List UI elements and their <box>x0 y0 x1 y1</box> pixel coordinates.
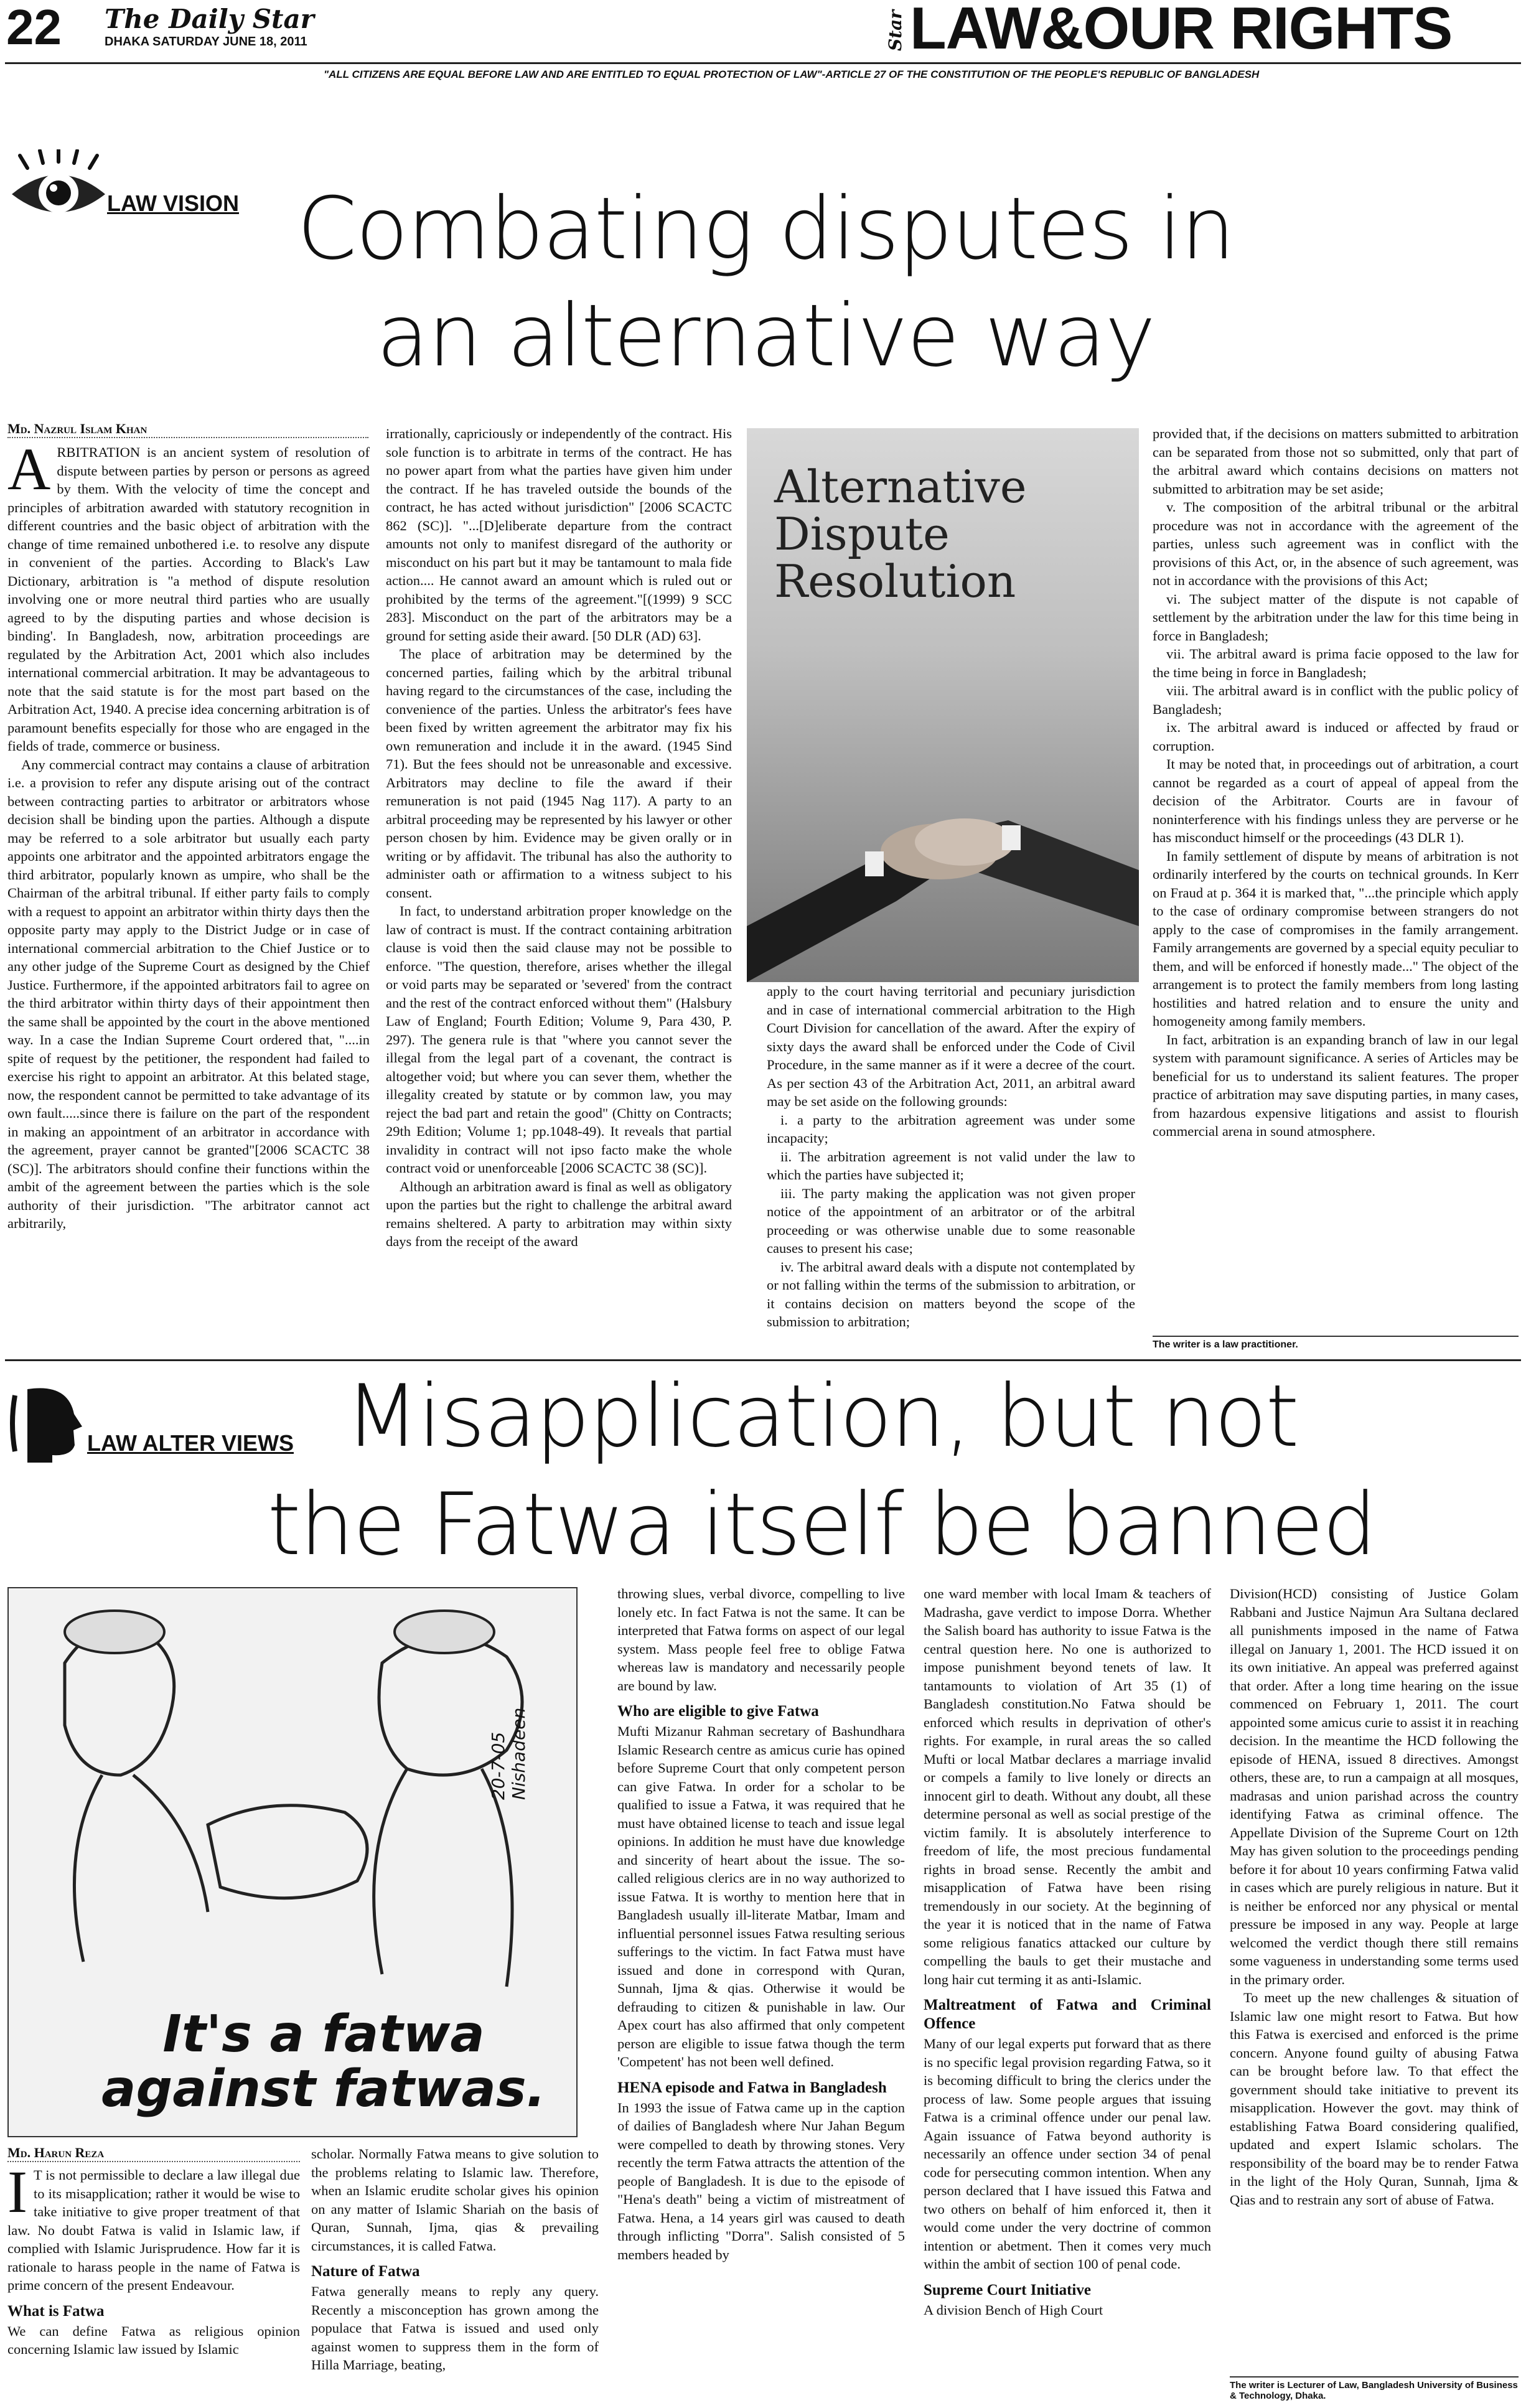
article2-column-4 <box>924 1585 1211 2406</box>
subhead: Maltreatment of Fatwa and Criminal Offence <box>924 1997 1211 2032</box>
article1-column-1 <box>7 443 370 1364</box>
paragraph: It may be noted that, in proceedings out of arbitration, a court cannot be regarded as a court of appeal of appeal from the decision of the Arbitrator. Courts are in favour of noninterference with his findings unless they are perverse or he has misconduct himself or the proceedings (43 DLR 1). <box>1153 756 1519 845</box>
article2-credit: The writer is Lecturer of Law, Bangladesh University of Business & Technology, Dhaka. <box>1230 2376 1519 2401</box>
paragraph: Fatwa generally means to reply any query. Recently a misconception has grown among the populace that Fatwa is issued and used only against women to suppress them in the form of Hilla Marriage, beating, <box>311 2284 599 2373</box>
byline-2: Md. Harun Reza <box>7 2145 300 2162</box>
subhead: Supreme Court Initiative <box>924 2281 1091 2298</box>
headline-2-line1: Misapplication, but not <box>345 1366 1298 1466</box>
paragraph: Division(HCD) consisting of Justice Golam Rabbani and Justice Najmun Ara Sultana declared all punishments imposed in the name of Fatwa illegal on January 1, 2001. The HCD issued it on its own initiative. An appeal was preferred against that order. After a long time hearing on the issue commenced on February 1, 2011. The court appointed some amicus curie to assist it in reaching decision. In the meantime the HCD following the episode of HENA, issued 8 directives. Amongst others, these are, to run a campaign at all mosques, madrasas and union parishad across the country identifying Fatwa as criminal offence. The Appellate Division of the Supreme Court on 12th May has given solution to the proceedings pending before it for about 10 years confirming Fatwa valid in cases which are purely religious in nature. But it is neither be enforced nor any physical or mental pressure be imposed in any way. People at large welcomed the verdict though there still remains some vagueness in understanding some terms used in the primary order. <box>1230 1586 1519 1987</box>
article1-credit: The writer is a law practitioner. <box>1153 1336 1519 1351</box>
profile-head-icon <box>9 1383 90 1464</box>
paragraph: provided that, if the decisions on matters submitted to arbitration can be separated from those not so submitted, only that part of the arbitral award which contains decisions on matters not submitted to arbitration may be set aside; <box>1153 426 1519 497</box>
dateline: DHAKA SATURDAY JUNE 18, 2011 <box>105 35 307 49</box>
subhead: Nature of Fatwa <box>311 2263 420 2280</box>
paragraph: To meet up the new challenges & situation of Islamic law one might resort to Fatwa. But how this Fatwa is exercised and enforced is the prime concern. Anyone found guilty of abusing Fatwa can be brought before law. To that effect the government should take initiative to prevent its misapplication. However the govt. may think of establishing Fatwa Board considering qualified, updated and expert Islamic scholars. The responsibility of the board may be to render Fatwa in the light of the Holy Quran, Sunnah, Ijma & Qias and to restrain any sort of abuse of Fatwa. <box>1230 1990 1519 2208</box>
byline-1: Md. Nazrul Islam Khan <box>7 421 368 438</box>
article2-column-2 <box>311 2145 599 2406</box>
dropcap: I <box>7 2166 27 2225</box>
paragraph: ARBITRATION is an ancient system of resolution of dispute between parties by person or persons as agreed by them. With the velocity of time the concept and principles of arbitration awarded with statutory recognition in different countries and the basic object of arbitration with the change of time remained unbothered i.e. to resolve any dispute in convenient of the parties. According to Black's Law Dictionary, arbitration is "a method of dispute resolution involving one or more neutral third parties who are usually agreed to by the disputing parties and whose decision is binding'. In Bangladesh, now, arbitration proceedings are regulated by the Arbitration Act, 2001 which also includes international commercial arbitration. It may be advantageous to note that the said statute is for the most part based on the Arbitration Act, 1940. A precise idea concerning arbitration is of paramount benefits especially for those who are engaged in the fields of trade, commerce or business. <box>7 443 370 754</box>
paragraph: one ward member with local Imam & teachers of Madrasha, gave verdict to impose Dorra. Whether the Salish board has authority to issue Fatwa is the central question here. No one is authorized to impose punishment beyond tenets of law. It tantamounts to violation of Art 35 (1) of Bangladesh constitution.No Fatwa should be enforced which results in deprivation of other's rights. For example, in rural areas the so called Mufti or local Matbar declares a marriage invalid or compels a family to live lonely or directs an innocent girl to death. Without any doubt, all these determine personal as well as social prestige of the victim family. It is absolutely interference to freedom of life, the most precious fundamental rights in broad sense. Recently the ambit and misapplication of Fatwa have been rising tremendously in our society. At the beginning of the year it is noticed that in the name of Fatwa some religious fanatics attacked our culture by compelling the bauls to get their mustache and long hair cut terming it as anti-Islamic. <box>924 1586 1211 1987</box>
paragraph: In fact, to understand arbitration proper knowledge on the law of contract is must. If the contract containing arbitration clause is void then the said clause may not be possible to enforce. "The question, therefore, arises whether the illegal or void parts may be separated or 'severed' from the contract and the rest of the contract enforced without them" (Halsbury Law of England; Fourth Edition; Volume 9, Para 430, P. 297). The genera rule is that "where you cannot sever the illegal from the legal part of a covenant, the contract is altogether void; but where you can sever them, whether the illegality created by statute or by common law, you may reject the bad part and retain the good" (Chitty on Contracts; 29th Edition; Volume 1; pp.1048-49). It reveals that partial invalidity in contract will not ipso facto make the whole contract void or unenforceable [2006 SCACTC 38 (SC)]. <box>386 903 732 1176</box>
list-item: i. a party to the arbitration agreement was under some incapacity; <box>767 1112 1135 1146</box>
dropcap: A <box>7 443 51 502</box>
paragraph: throwing slues, verbal divorce, compelling to live lonely etc. In fact Fatwa is not the same. It can be interpreted that Fatwa forms on aspect of our legal system. Mass people feel free to oblige Fatwa whereas law is mandatory and necessarily people are bound by law. <box>617 1586 905 1694</box>
list-item: vi. The subject matter of the dispute is not capable of settlement by the arbitration under the law for this time being in force in Bangladesh; <box>1153 591 1519 644</box>
subhead: HENA episode and Fatwa in Bangladesh <box>617 2079 887 2096</box>
article2-column-5 <box>1230 1585 1519 2373</box>
article2-column-3 <box>617 1585 905 2406</box>
article1-column-2 <box>386 424 732 1346</box>
paragraph: scholar. Normally Fatwa means to give solution to the problems relating to Islamic law. Therefore, when an Islamic erudite scholar gives his opinion on any matter of Islamic Shariah on the basis of Quran, Sunnah, Ijma, qias & prevailing circumstances, it is called Fatwa. <box>311 2146 599 2254</box>
subhead: Who are eligible to give Fatwa <box>617 1703 819 1720</box>
list-item: v. The composition of the arbitral tribunal or the arbitral procedure was not in accordance with the agreement of the parties, unless such agreement was in conflict with the provisions of this Act, or, in the absence of such agreement, was not in accordance with the provisions of this Act; <box>1153 499 1519 588</box>
paragraph: We can define Fatwa as religious opinion concerning Islamic law issued by Islamic <box>7 2323 300 2357</box>
paragraph: Many of our legal experts put forward that as there is no specific legal provision regarding Fatwa, so it is becoming difficult to bring the clerics under the process of law. Some people argues that issuing Fatwa is a criminal offence under our penal law. Again issuance of Fatwa beyond authority is necessarily an offence under section 34 of penal code for persecuting common intention. When any person declared that I have issued this Fatwa and two others on behalf of him enforced it, then it would come under the very doctrine of common intention or abetment. Then it comes very much within the ambit of section 100 of penal code. <box>924 2036 1211 2272</box>
paragraph: Mufti Mizanur Rahman secretary of Bashundhara Islamic Research centre as amicus curie has opined before Supreme Court that only competent person can give Fatwa. In order for a scholar to be qualified to issue a Fatwa, it was required that he must have obtained license to teach and issue legal opinions. In addition he must have due knowledge and sincerity of heart about the issue. The so-called religious clerics are in no way authorized to issue Fatwa. It is worthy to mention here that in Bangladesh usually ill-literate Matbar, Imam and influential personnel issues Fatwa resulting serious sufferings to the victim. In fact Fatwa must have issued and done in correspond with Quran, Sunnah, Ijma & qias. Otherwise it would be defrauding to citizen & punishable in law. Our Apex court has also affirmed that only competent person are eligible to issue fatwa though the term 'Competent' has not been well defined. <box>617 1723 905 2069</box>
list-item: ii. The arbitration agreement is not valid under the law to which the parties have subjected it; <box>767 1148 1135 1183</box>
list-item: iv. The arbitral award deals with a dispute not contemplated by or not falling within the terms of the submission to arbitration, or it contains decision on matters beyond the scope of the submission to arbitration; <box>767 1258 1135 1329</box>
adr-photo <box>747 428 1139 982</box>
paragraph: A division Bench of High Court <box>924 2302 1103 2318</box>
paragraph: In 1993 the issue of Fatwa came up in the caption of dailies of Bangladesh where Nur Jahan Begum were compelled to death by throwing stones. Very recently the term Fatwa attracts the attention of the people of Bangladesh. It is due to the episode of "Hena's death" being a victim of mistreatment of Fatwa. Hena, a 14 years girl was caused to death through inflicting "Dorra". Salish consisted of 5 members headed by <box>617 2099 905 2262</box>
list-item: ix. The arbitral award is induced or affected by fraud or corruption. <box>1153 719 1519 754</box>
headline-1-line2: an alternative way <box>376 286 1155 386</box>
handshake-illustration <box>747 665 1139 982</box>
subhead: What is Fatwa <box>7 2302 105 2320</box>
paragraph: irrationally, capriciously or independently of the contract. His sole function is to arbitrate in terms of the contract. He has no power apart from what the parties have given him under the contract. If he has traveled outside the bounds of the contract, he has acted without jurisdiction" [2006 SCACTC 862 (SC)]. "...[D]eliberate departure from the contract amounts not only to manifest disregard of the authority or misconduct on his part but it may be tantamount to mala fide action.... He cannot award an amount which is ruled out or prohibited by the terms of the agreement."[(1999) 9 SCC 283]. Misconduct on the part of the arbitrators may be a ground for setting aside their award. [50 DLR (AD) 63]. <box>386 426 732 644</box>
column-tag-law-alter-views: LAW ALTER VIEWS <box>87 1430 294 1456</box>
list-item: viii. The arbitral award is in conflict with the public policy of Bangladesh; <box>1153 683 1519 717</box>
paragraph: In family settlement of dispute by means of arbitration is not ordinarily interfered by the courts on technical grounds. In Kerr on Fraud at p. 364 it is marked that, "...the principle which apply to the case of ordinary compromise between strangers do not apply to the case of compromises in the family arrangement. Family arrangements are governed by a special equity peculiar to them, and will be enforced if honestly made..." The object of the arrangement is to protect the family members from long lasting hostilities and hatred relation and to ensure the unity and homogeneity among family members. <box>1153 848 1519 1029</box>
article1-column-4 <box>1153 424 1519 1331</box>
cartoon-caption: It's a fatwa against fatwas. <box>101 2005 546 2119</box>
paragraph: apply to the court having territorial and pecuniary jurisdiction and in case of international commercial arbitration to the High Court Division for cancellation of the award. After the expiry of sixty days the award shall be enforced under the Code of Civil Procedure, in the same manner as if it were a decree of the court. As per section 43 of the Arbitration Act, 2011, an arbitral award may be set aside on the following grounds: <box>767 983 1135 1109</box>
column-tag-law-vision: LAW VISION <box>107 190 240 216</box>
paragraph: Although an arbitration award is final as well as obligatory upon the parties but the right to challenge the arbitral award remains sheltered. A party to arbitration may within sixty days from the receipt of the award <box>386 1178 732 1249</box>
page-number: 22 <box>6 0 62 55</box>
section-divider <box>5 1359 1521 1361</box>
headline-2-line2: the Fatwa itself be banned <box>267 1474 1376 1575</box>
cartoon-signature: 20-7-05 Nishadeen <box>488 1707 529 1800</box>
headline-1-line1: Combating disputes in <box>297 179 1234 279</box>
paper-logo: The Daily Star <box>105 4 314 34</box>
eye-icon <box>9 149 108 224</box>
masthead-rule <box>5 62 1521 64</box>
paragraph: Any commercial contract may contains a clause of arbitration i.e. a provision to refer any dispute arising out of the contract between contracting parties to arbitrator or arbitrators whose decision shall be binding upon the parties. Although a dispute may be referred to a sole arbitrator but usually each party appoints one arbitrator and the appointed arbitrators engage the third arbitrator, popularly known as umpire, who shall be the Chairman of the arbitral tribunal. If either party fails to comply with a request to appoint an arbitrator within thirty days then the opposite party may apply to the District Judge or in case of international commercial arbitration to the Chief Justice or to any other judge of the Supreme Court as designed by the Chief Justice. Furthermore, if the appointed arbitrators fail to agree on the third arbitrator within thirty days of their appointment then the same shall be appointed by the court in the above mentioned way. In a case the Indian Supreme Court ordered that, "....in spite of request by the petitioner, the respondent had failed to exercise his right to appoint an arbitrator. At this belated stage, now, the respondent cannot be permitted to take advantage of its own fault.....since there is failure on the part of the respondent in making an appointment of an arbitrator in accordance with the agreement, prayer cannot be granted"[2006 SCACTC 38 (SC)]. The arbitrators should confine their functions within the ambit of the agreement between the parties which is the sole authority of their jurisdiction. "The arbitrator cannot act arbitrarily, <box>7 756 370 1231</box>
constitution-motto: "ALL CITIZENS ARE EQUAL BEFORE LAW AND ARE ENTITLED TO EQUAL PROTECTION OF LAW"-ARTICLE 27 OF THE CONSTITUTION OF THE PEOPLE'S REPUBLIC OF BANGLADESH <box>324 68 1260 80</box>
article2-column-1 <box>7 2166 300 2406</box>
article1-column-3 <box>767 982 1135 1356</box>
adr-photo-text: Alternative Dispute Resolution <box>774 461 1027 607</box>
paragraph: I T is not permissible to declare a law illegal due to its misapplication; rather it would be wise to take initiative to give proper treatment of that law. No doubt Fatwa is valid in Islamic law, if complied with Islamic Jurisprudence. How far it is rationale to harass people in the name of Fatwa is prime concern of the present Endeavour. <box>7 2166 300 2293</box>
paragraph: The place of arbitration may be determined by the concerned parties, failing which by the arbitral tribunal having regard to the circumstances of the case, including the convenience of the parties. Unless the arbitrator's fees have been fixed by written agreement the arbitrator may fix his own remuneration and include it in the award. (1945 Sind 71). But the fees should not be unreasonable and excessive. Arbitrators may decline to file the award if their remuneration is not paid (1945 Nag 117). A party to an arbitral proceeding may be represented by his lawyer or other person chosen by him. Evidence may be given orally or in writing or by affidavit. The tribunal has also the authority to administer oath or affirmation to a witness subject to his consent. <box>386 646 732 901</box>
section-title: LAW&OUR RIGHTS <box>910 0 1453 62</box>
list-item: iii. The party making the application was not given proper notice of the appointment of an arbitrator or of the arbitral proceeding or was otherwise unable due to some reasonable causes to present his case; <box>767 1185 1135 1256</box>
section-star-mark: Star <box>885 9 906 51</box>
paragraph: In fact, arbitration is an expanding branch of law in our legal system with paramount significance. A series of Articles may be beneficial for us to understand its salient features. The proper practice of arbitration may save disputing parties, in many cases, from hazardous expensive litigations and assist to flourish commercial arena in sound atmosphere. <box>1153 1031 1519 1139</box>
list-item: vii. The arbitral award is prima facie opposed to the law for the time being in force in Bangladesh; <box>1153 646 1519 680</box>
